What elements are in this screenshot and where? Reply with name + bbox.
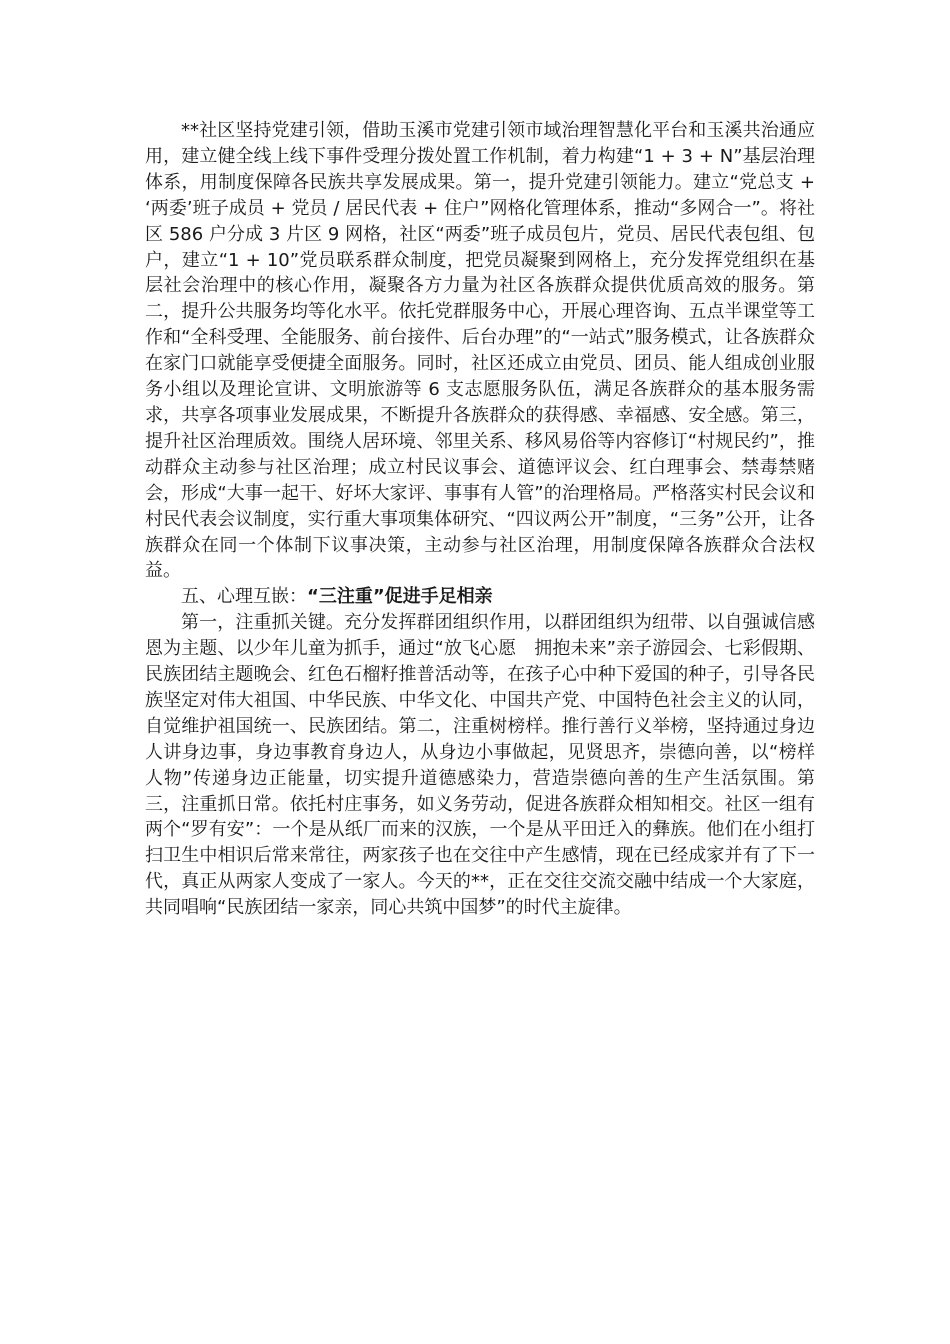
section-heading-five xyxy=(145,584,815,610)
section-heading-title: “三注重”促进手足相亲 xyxy=(307,586,493,608)
body-paragraph-community-governance: **社区坚持党建引领，借助玉溪市党建引领市域治理智慧化平台和玉溪共治通应用，建立健全线上线下事件受理分拨处置工作机制，着力构建“1 + 3 + N”基层治理体系，用制度保障各民族共享发展成果。第一，提升党建引领能力。建立“党总支 + ‘两委’班子成员 + 党员 / 居民代表 + 住户”网格化管理体系，推动“多网合一”。将社区 586 户分成 3 片区 9 网格，社区“两委”班子成员包片，党员、居民代表包组、包户，建立“1 + 10”党员联系群众制度，把党员凝聚到网格上，充分发挥党组织在基层社会治理中的核心作用，凝聚各方力量为社区各族群众提供优质高效的服务。第二，提升公共服务均等化水平。依托党群服务中心，开展心理咨询、五点半课堂等工作和“全科受理、全能服务、前台接件、后台办理”的“一站式”服务模式，让各族群众在家门口就能享受便捷全面服务。同时，社区还成立由党员、团员、能人组成创业服务小组以及理论宣讲、文明旅游等 6 支志愿服务队伍，满足各族群众的基本服务需求，共享各项事业发展成果，不断提升各族群众的获得感、幸福感、安全感。第三，提升社区治理质效。围绕人居环境、邻里关系、移风易俗等内容修订“村规民约”，推动群众主动参与社区治理；成立村民议事会、道德评议会、红白理事会、禁毒禁赌会，形成“大事一起干、好坏大家评、事事有人管”的治理格局。严格落实村民会议和村民代表会议制度，实行重大事项集体研究、“四议两公开”制度，“三务”公开，让各族群众在同一个体制下议事决策，主动参与社区治理，用制度保障各族群众合法权益。 xyxy=(145,120,815,582)
body-paragraph-three-emphases: 第一，注重抓关键。充分发挥群团组织作用，以群团组织为纽带、以自强诚信感恩为主题、以少年儿童为抓手，通过“放飞心愿 拥抱未来”亲子游园会、七彩假期、民族团结主题晚会、红色石榴籽推普活动等，在孩子心中种下爱国的种子，引导各民族坚定对伟大祖国、中华民族、中华文化、中国共产党、中国特色社会主义的认同，自觉维护祖国统一、民族团结。第二，注重树榜样。推行善行义举榜，坚持通过身边人讲身边事，身边事教育身边人，从身边小事做起，见贤思齐，崇德向善，以“榜样人物”传递身边正能量，切实提升道德感染力，营造崇德向善的生产生活氛围。第三，注重抓日常。依托村庄事务，如义务劳动，促进各族群众相知相交。社区一组有两个“罗有安”：一个是从纸厂而来的汉族，一个是从平田迁入的彝族。他们在小组打扫卫生中相识后常来常往，两家孩子也在交往中产生感情，现在已经成家并有了下一代，真正从两家人变成了一家人。今天的**，正在交往交流交融中结成一个大家庭，共同唱响“民族团结一家亲，同心共筑中国梦”的时代主旋律。 xyxy=(145,612,815,919)
section-heading-prefix: 五、心理互嵌： xyxy=(181,586,307,608)
document-page xyxy=(145,118,815,921)
